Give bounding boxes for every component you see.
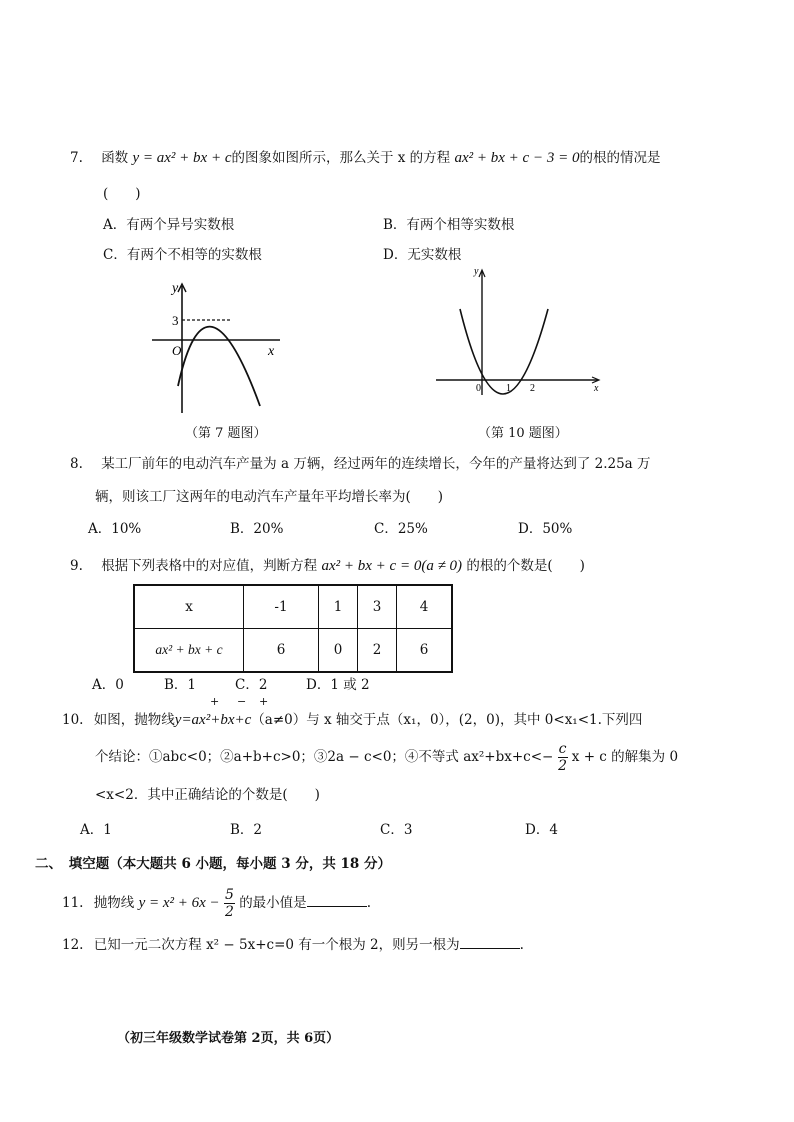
q7-function: y = ax² + bx + c bbox=[132, 150, 232, 166]
table-cell: 2 bbox=[358, 629, 397, 673]
q10-line2-suffix: x + c 的解集为 0 bbox=[571, 749, 679, 765]
table-cell: 6 bbox=[397, 629, 453, 673]
q10-line1-rest: （a≠0）与 x 轴交于点（x₁，0），(2，0)，其中 0<x₁<1.下列四 bbox=[251, 712, 643, 728]
table-cell: ax² + bx + c bbox=[134, 629, 244, 673]
q10-option-b: B．2 bbox=[230, 822, 263, 838]
q10-frac-den: 2 bbox=[558, 758, 568, 774]
q12-end: . bbox=[519, 937, 524, 953]
q9-stem-suffix: 的根的个数是( ) bbox=[466, 558, 585, 574]
graph-q7-x-label: x bbox=[268, 344, 275, 359]
q10-fraction bbox=[558, 742, 568, 773]
table-cell: x bbox=[134, 585, 244, 629]
q11-answer-blank[interactable] bbox=[307, 894, 367, 907]
graph-q7 bbox=[150, 278, 290, 418]
q10-line-3: <x<2．其中正确结论的个数是( ) bbox=[95, 787, 320, 803]
q11-function: y = x² + 6x − bbox=[138, 895, 220, 911]
q10-line1-prefix: 如图，抛物线 bbox=[93, 712, 175, 728]
q11-suffix: 的最小值是 bbox=[239, 895, 307, 911]
q11-line bbox=[62, 888, 371, 919]
q11-prefix: 抛物线 bbox=[93, 895, 135, 911]
q8-option-c: C．25% bbox=[374, 521, 428, 537]
q10-line-2 bbox=[95, 742, 678, 773]
table-cell: -1 bbox=[244, 585, 319, 629]
q7-option-b: B．有两个相等实数根 bbox=[383, 217, 515, 233]
q9-option-b: B．1 bbox=[164, 677, 197, 693]
q7-answer-paren: ( ) bbox=[103, 186, 141, 202]
q9-value-table bbox=[133, 584, 453, 673]
graph-q10-tick-0: 0 bbox=[476, 383, 481, 394]
table-cell: 6 bbox=[244, 629, 319, 673]
q10-number: 10. bbox=[62, 712, 84, 728]
graph-q7-caption: （第 7 题图） bbox=[185, 426, 267, 441]
graph-q10-parabola bbox=[460, 309, 548, 394]
graph-q10-caption: （第 10 题图） bbox=[478, 426, 568, 441]
q8-line-1 bbox=[70, 452, 651, 472]
q7-stem bbox=[70, 146, 660, 167]
q12-line bbox=[62, 933, 524, 953]
q12-answer-blank[interactable] bbox=[460, 936, 520, 949]
q10-line-1 bbox=[62, 708, 642, 729]
q7-option-a: A．有两个异号实数根 bbox=[103, 217, 235, 233]
q12-number: 12. bbox=[62, 937, 84, 953]
q10-sign-mark-b: − bbox=[237, 695, 247, 708]
graph-q10 bbox=[430, 265, 605, 400]
q11-frac-num: 5 bbox=[224, 887, 234, 903]
q9-stem-prefix: 根据下列表格中的对应值，判断方程 bbox=[101, 558, 318, 574]
q8-option-a: A．10% bbox=[88, 521, 142, 537]
q7-stem-suffix: 的根的情况是 bbox=[579, 150, 661, 166]
graph-q7-origin-label: O bbox=[172, 343, 182, 358]
q7-option-c: C．有两个不相等的实数根 bbox=[103, 247, 262, 263]
q7-option-d: D．无实数根 bbox=[383, 247, 462, 263]
q7-equation: ax² + bx + c − 3 = 0 bbox=[454, 150, 580, 166]
q12-text: 已知一元二次方程 x² − 5x+c=0 有一个根为 2，则另一根为 bbox=[93, 937, 460, 953]
q11-number: 11. bbox=[62, 895, 84, 911]
graph-q7-y-label: y bbox=[172, 281, 179, 296]
table-cell: 1 bbox=[319, 585, 358, 629]
q8-line-2: 辆，则该工厂这两年的电动汽车产量年平均增长率为( ) bbox=[95, 489, 444, 505]
page-footer: （初三年级数学试卷第 2页，共 6页） bbox=[117, 1031, 340, 1046]
table-cell: 4 bbox=[397, 585, 453, 629]
graph-q10-x-label: x bbox=[594, 383, 599, 394]
q10-frac-num: c bbox=[558, 741, 567, 757]
q10-option-a: A．1 bbox=[80, 822, 112, 838]
graph-q7-max-label: 3 bbox=[172, 313, 179, 328]
table-cell: 0 bbox=[319, 629, 358, 673]
q7-stem-prefix: 函数 bbox=[101, 150, 129, 166]
q10-sign-mark-c: + bbox=[259, 695, 269, 708]
q11-fraction bbox=[224, 888, 235, 919]
q8-text-1: 某工厂前年的电动汽车产量为 a 万辆，经过两年的连续增长，今年的产量将达到了 2.25a 万 bbox=[101, 456, 651, 472]
q10-sign-mark-a: + bbox=[210, 695, 220, 708]
q10-line2-prefix: 个结论：①abc<0；②a+b+c>0；③2a − c<0；④不等式 ax²+bx+c<− bbox=[95, 749, 554, 765]
q10-function: y=ax²+bx+c bbox=[174, 712, 252, 728]
graph-q10-tick-1: 1 bbox=[506, 383, 511, 394]
q7-number: 7. bbox=[70, 150, 83, 166]
q11-end: . bbox=[366, 895, 371, 911]
q7-stem-mid: 的图象如图所示，那么关于 x 的方程 bbox=[231, 150, 451, 166]
q9-option-c: C．2 bbox=[235, 677, 268, 693]
q9-option-a: A．0 bbox=[92, 677, 124, 693]
q9-number: 9. bbox=[70, 558, 83, 574]
graph-q10-y-label: y bbox=[474, 266, 479, 277]
q8-option-b: B．20% bbox=[230, 521, 284, 537]
q10-option-c: C．3 bbox=[380, 822, 413, 838]
q9-option-d: D．1 或 2 bbox=[306, 677, 370, 693]
q11-frac-den: 2 bbox=[224, 904, 234, 920]
graph-q10-tick-2: 2 bbox=[530, 383, 535, 394]
table-row bbox=[134, 629, 452, 673]
table-row bbox=[134, 585, 452, 629]
q10-option-d: D．4 bbox=[525, 822, 558, 838]
q8-option-d: D．50% bbox=[518, 521, 573, 537]
q9-stem bbox=[70, 554, 585, 575]
section-2-title: 二、 填空题（本大题共 6 小题，每小题 3 分，共 18 分） bbox=[35, 856, 392, 872]
graph-q7-parabola bbox=[178, 327, 260, 406]
q9-equation: ax² + bx + c = 0(a ≠ 0) bbox=[321, 558, 463, 574]
table-cell: 3 bbox=[358, 585, 397, 629]
q8-number: 8. bbox=[70, 456, 83, 472]
